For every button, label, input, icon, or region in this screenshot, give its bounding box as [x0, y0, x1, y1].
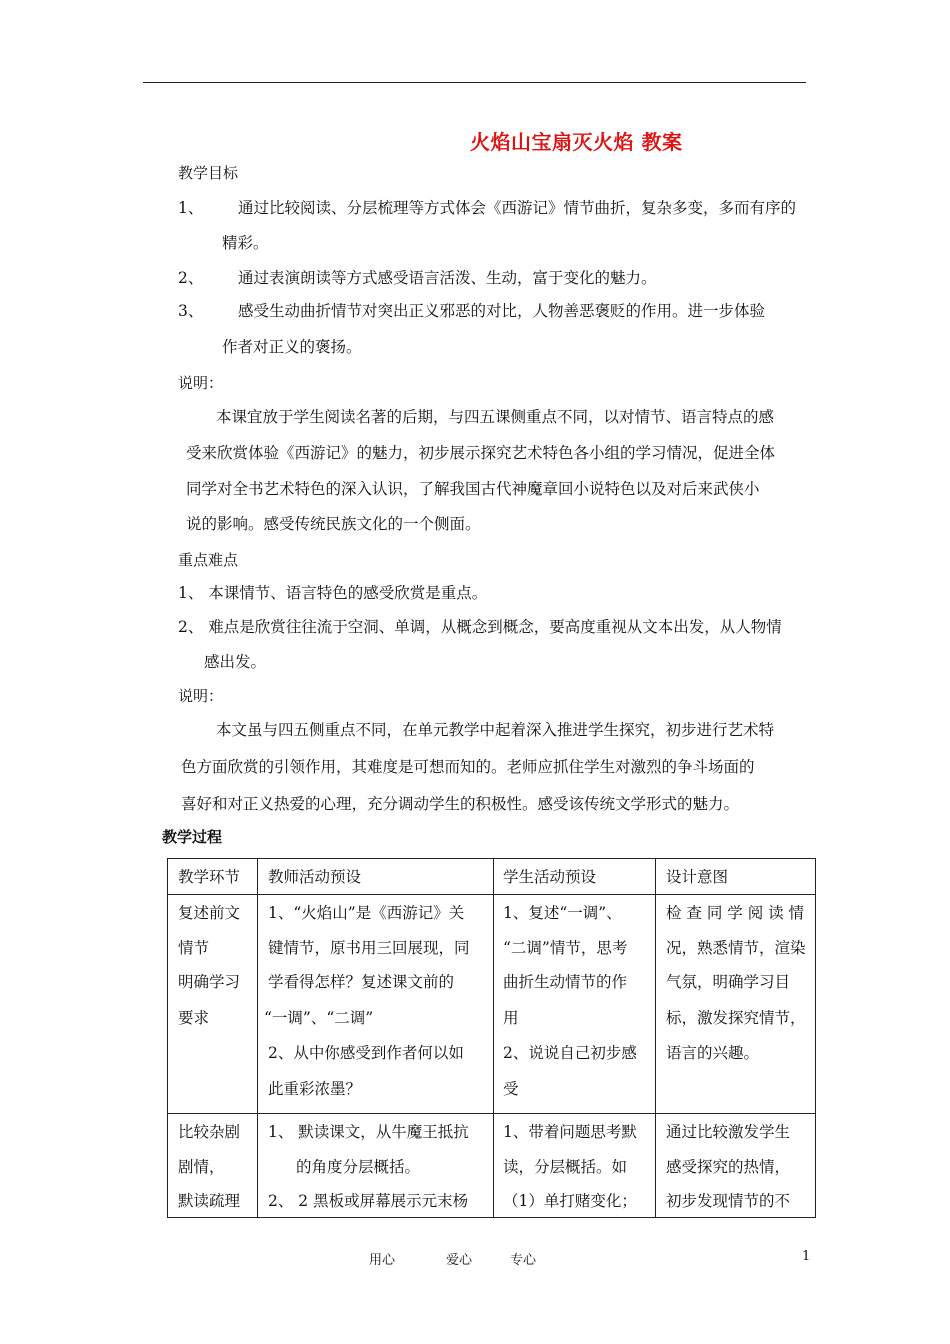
note-1-line-3: 同学对全书艺术特色的深入认识，了解我国古代神魔章回小说特色以及对后来武侠小 — [186, 480, 760, 498]
row-1-intent-line: 标，激发探究情节， — [666, 1009, 806, 1027]
row-1-student-line: “二调”情节，思考 — [503, 939, 628, 957]
row-2-teacher-line: 2、 2 黑板或屏幕展示元末杨 — [268, 1192, 469, 1210]
note-2-line-3: 喜好和对正义热爱的心理，充分调动学生的积极性。感受该传统文学形式的魅力。 — [181, 795, 740, 813]
row-2-student-line: （1）单打赌变化； — [503, 1192, 637, 1210]
row-1-stage-line: 要求 — [178, 1009, 210, 1027]
process-table — [167, 858, 816, 1218]
row-2-stage-line: 剧情， — [178, 1158, 225, 1176]
table-header-intent: 设计意图 — [666, 868, 729, 886]
row-2-teacher-line: 的角度分层概括。 — [296, 1158, 421, 1176]
row-2-intent-line: 初步发现情节的不 — [666, 1192, 791, 1210]
goal-3-text: 感受生动曲折情节对突出正义邪恶的对比，人物善恶褒贬的作用。进一步体验 — [238, 302, 766, 320]
row-2-intent-line: 感受探究的热情， — [666, 1158, 791, 1176]
row-1-stage-line: 情节 — [178, 939, 210, 957]
row-2-intent-line: 通过比较激发学生 — [666, 1123, 791, 1141]
note-1-heading: 说明： — [178, 374, 224, 392]
footer-word-1: 用心 — [369, 1253, 396, 1268]
note-1-line-4: 说的影响。感受传统民族文化的一个侧面。 — [186, 515, 481, 533]
process-heading: 教学过程 — [162, 828, 223, 846]
goal-3-number: 3、 — [178, 302, 204, 320]
note-2-heading: 说明： — [178, 687, 224, 705]
goal-1-text-cont: 精彩。 — [222, 234, 269, 252]
document-title: 火焰山宝扇灭火焰 教案 — [470, 130, 683, 154]
row-1-intent-line: 况，熟悉情节，渲染 — [666, 939, 806, 957]
key-point-2-cont: 感出发。 — [204, 653, 267, 671]
header-rule — [143, 82, 806, 83]
row-1-teacher-line: 2、从中你感受到作者何以如 — [268, 1044, 464, 1062]
row-1-intent-line: 检 查 同 学 阅 读 情 — [666, 904, 805, 922]
note-2-line-1: 本文虽与四五侧重点不同，在单元教学中起着深入推进学生探究，初步进行艺术特 — [216, 721, 775, 739]
note-1-line-2: 受来欣赏体验《西游记》的魅力，初步展示探究艺术特色各小组的学习情况，促进全体 — [186, 444, 776, 462]
row-1-teacher-line: 学看得怎样？复述课文前的 — [268, 973, 455, 991]
table-row — [168, 1114, 816, 1218]
row-1-teacher-line: 1、“火焰山”是《西游记》关 — [268, 904, 465, 922]
row-1-intent-line: 语言的兴趣。 — [666, 1044, 760, 1062]
goal-1-text: 通过比较阅读、分层梳理等方式体会《西游记》情节曲折，复杂多变，多而有序的 — [238, 199, 797, 217]
row-1-stage-line: 复述前文 — [178, 904, 241, 922]
key-point-2: 2、 难点是欣赏往往流于空洞、单调，从概念到概念，要高度重视从文本出发，从人物情 — [178, 618, 782, 636]
goal-2-number: 2、 — [178, 269, 204, 287]
row-2-student-line: 1、带着问题思考默 — [503, 1123, 637, 1141]
table-header-stage: 教学环节 — [178, 868, 241, 886]
goal-3-text-cont: 作者对正义的褒扬。 — [222, 338, 362, 356]
footer-word-3: 专心 — [510, 1253, 537, 1268]
page-number: 1 — [802, 1249, 811, 1264]
key-point-1: 1、 本课情节、语言特色的感受欣赏是重点。 — [178, 584, 488, 602]
table-header-teacher: 教师活动预设 — [268, 868, 362, 886]
goal-1-number: 1、 — [178, 199, 204, 217]
row-2-student-line: 读，分层概括。如 — [503, 1158, 628, 1176]
table-header-row — [168, 859, 816, 895]
row-1-student-line: 1、复述“一调”、 — [503, 904, 622, 922]
footer-word-2: 爱心 — [446, 1253, 473, 1268]
row-1-teacher-line: 此重彩浓墨？ — [268, 1080, 362, 1098]
row-2-teacher-line: 1、 默读课文，从牛魔王抵抗 — [268, 1123, 469, 1141]
key-points-heading: 重点难点 — [178, 551, 239, 569]
row-1-stage-line: 明确学习 — [178, 973, 241, 991]
row-1-teacher-line: “一调”、“二调” — [264, 1009, 374, 1027]
row-1-student-line: 曲折生动情节的作 — [503, 973, 628, 991]
row-1-intent-line: 气氛，明确学习目 — [666, 973, 791, 991]
row-1-student-line: 2、说说自己初步感 — [503, 1044, 637, 1062]
note-2-line-2: 色方面欣赏的引领作用，其难度是可想而知的。老师应抓住学生对激烈的争斗场面的 — [181, 758, 755, 776]
goals-heading: 教学目标 — [178, 164, 239, 182]
note-1-line-1: 本课宜放于学生阅读名著的后期，与四五课侧重点不同，以对情节、语言特点的感 — [216, 408, 775, 426]
row-2-stage-line: 默读疏理 — [178, 1192, 241, 1210]
row-1-student-line: 用 — [503, 1009, 519, 1027]
row-2-stage-line: 比较杂剧 — [178, 1123, 241, 1141]
table-row — [168, 895, 816, 1114]
row-1-student-line: 受 — [503, 1080, 519, 1098]
table-header-student: 学生活动预设 — [503, 868, 597, 886]
goal-2-text: 通过表演朗读等方式感受语言活泼、生动，富于变化的魅力。 — [238, 269, 657, 287]
row-1-teacher-line: 键情节，原书用三回展现，同 — [268, 939, 470, 957]
